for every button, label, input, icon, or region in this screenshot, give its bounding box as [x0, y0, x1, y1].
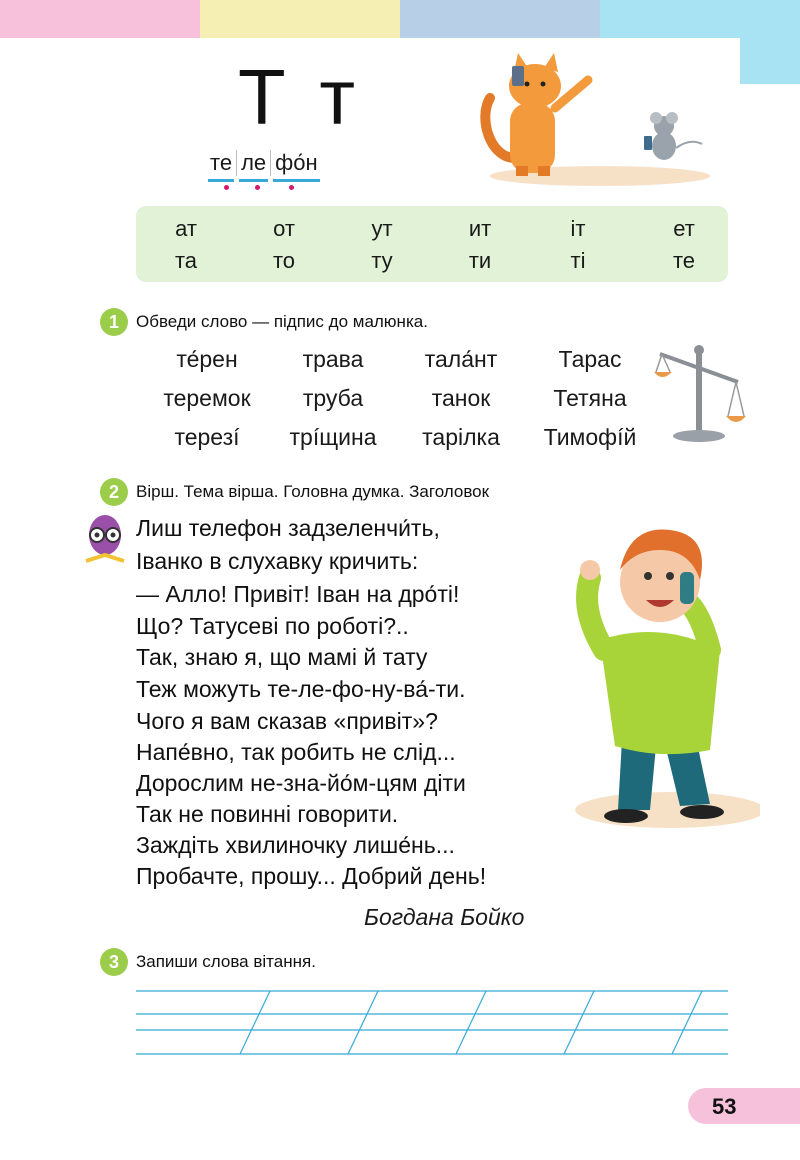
bar-pink	[0, 0, 200, 38]
task-instruction: Запиши слова вітання.	[136, 952, 316, 971]
syllable: ле	[236, 150, 270, 176]
task-instruction: Обведи слово — підпис до малюнка.	[136, 312, 428, 331]
owl-mascot-icon	[80, 505, 130, 565]
syllable-table	[136, 206, 728, 282]
table-cell: ту	[371, 248, 393, 273]
word-syllables	[206, 150, 322, 176]
word-option[interactable]: тала́нт	[424, 346, 498, 372]
poem-line: Чого я вам сказав «привіт»?	[136, 708, 438, 734]
table-cell: ат	[175, 216, 197, 241]
syllable: те	[206, 150, 236, 176]
scales-icon	[652, 338, 748, 444]
poem-line: Лиш телефон задзеленчи́ть,	[136, 515, 440, 541]
syllable: фо́н	[270, 150, 322, 176]
letter-heading: Т т	[238, 53, 362, 141]
page-number: 53	[712, 1094, 737, 1119]
table-cell: ит	[468, 216, 492, 241]
poem-author: Богдана Бойко	[364, 904, 525, 930]
top-color-bar	[0, 0, 800, 38]
table-cell: ти	[468, 248, 492, 273]
boy-on-phone-illustration	[560, 510, 760, 840]
table-cell: те	[672, 248, 696, 273]
poem-line: Дорослим не-зна-йо́м-цям діти	[136, 770, 466, 796]
poem-line: Пробачте, прошу... Добрий день!	[136, 863, 487, 889]
table-cell: та	[174, 248, 198, 273]
table-cell: ет	[673, 216, 695, 241]
table-cell: от	[273, 216, 295, 241]
table-cell: ті	[570, 248, 586, 273]
poem-line: Теж можуть те-ле-фо-ну-ва́-ти.	[136, 676, 466, 702]
poem-line: Заждіть хвилиночку лише́нь...	[136, 832, 455, 858]
word-option[interactable]: тарілка	[422, 424, 500, 450]
poem-line: Іванко в слухавку кричить:	[136, 548, 419, 574]
word-option[interactable]: Тимофíй	[543, 424, 637, 450]
word-option[interactable]: танок	[431, 385, 491, 411]
bar-blue	[400, 0, 600, 38]
word-option[interactable]: трíщина	[289, 424, 377, 450]
task-number-badge: 1	[100, 308, 128, 336]
cat-mouse-illustration	[470, 48, 710, 188]
word-option[interactable]: Тарас	[558, 346, 622, 372]
word-option[interactable]: трава	[302, 346, 364, 372]
page-number-tab	[688, 1088, 800, 1124]
word-option[interactable]: теремок	[163, 385, 251, 411]
bar-cyan	[600, 0, 800, 38]
word-option[interactable]: те́рен	[176, 346, 238, 372]
task-instruction: Вірш. Тема вірша. Головна думка. Заголовок	[136, 482, 490, 501]
word-option[interactable]: терезí	[174, 424, 240, 450]
word-option[interactable]: Тетяна	[553, 385, 627, 411]
poem-line: Напе́вно, так робить не слід...	[136, 739, 456, 765]
poem-line: Так не повинні говорити.	[136, 801, 399, 827]
word-option[interactable]: труба	[302, 385, 364, 411]
poem-line: Що? Татусеві по роботі?..	[136, 613, 409, 639]
table-cell: ут	[371, 216, 393, 241]
poem-line: Так, знаю я, що мамі й тату	[136, 644, 428, 670]
writing-lines[interactable]	[136, 988, 728, 1058]
task-number-badge: 3	[100, 948, 128, 976]
task-number-badge: 2	[100, 478, 128, 506]
bar-yellow	[200, 0, 400, 38]
table-cell: то	[272, 248, 296, 273]
table-cell: іт	[570, 216, 586, 241]
right-edge-tab	[740, 38, 800, 84]
poem-line: — Алло! Привіт! Іван на дро́ті!	[136, 581, 460, 607]
